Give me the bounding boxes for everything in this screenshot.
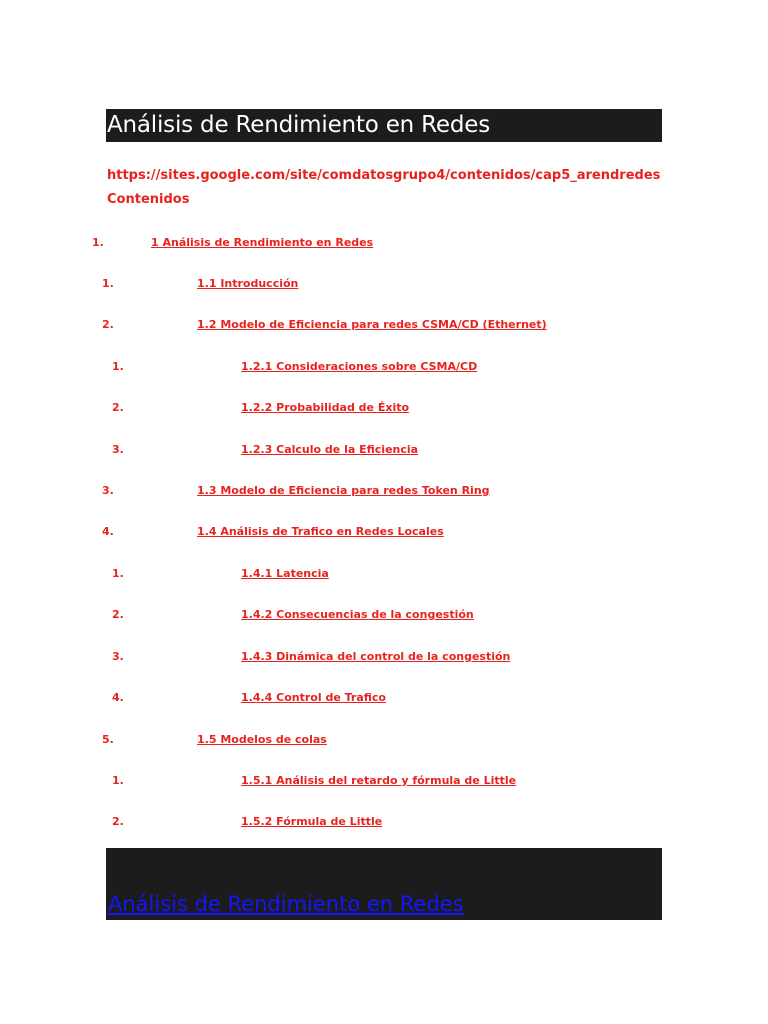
toc-link[interactable]: 1.4.4 Control de Trafico bbox=[241, 691, 386, 704]
toc-item-number: 2. bbox=[112, 608, 124, 621]
section-heading-bar bbox=[106, 848, 662, 920]
toc-item-number: 1. bbox=[112, 774, 124, 787]
toc-item bbox=[0, 484, 768, 502]
toc-item bbox=[0, 650, 768, 668]
toc-link[interactable]: 1.2 Modelo de Eficiencia para redes CSMA/CD (Ethernet) bbox=[197, 318, 547, 331]
toc-link[interactable]: 1.4.2 Consecuencias de la congestión bbox=[241, 608, 474, 621]
toc-item-number: 2. bbox=[112, 815, 124, 828]
toc-item-number: 2. bbox=[102, 318, 114, 331]
toc-item-number: 2. bbox=[112, 401, 124, 414]
toc-item-number: 3. bbox=[112, 443, 124, 456]
toc-item bbox=[0, 318, 768, 336]
toc-item-number: 5. bbox=[102, 733, 114, 746]
toc-item bbox=[0, 525, 768, 543]
toc-link[interactable]: 1.2.3 Calculo de la Eficiencia bbox=[241, 443, 419, 456]
toc-link[interactable]: 1.5 Modelos de colas bbox=[197, 733, 327, 746]
toc-item-number: 3. bbox=[102, 484, 114, 497]
toc-link[interactable]: 1.5.1 Análisis del retardo y fórmula de Little bbox=[241, 774, 517, 787]
toc-item bbox=[0, 277, 768, 295]
toc-link[interactable]: 1.2.1 Consideraciones sobre CSMA/CD bbox=[241, 360, 478, 373]
toc-item-number: 4. bbox=[102, 525, 114, 538]
toc-link[interactable]: 1.1 Introducción bbox=[197, 277, 299, 290]
source-url: https://sites.google.com/site/comdatosgrupo4/contenidos/cap5_arendredes bbox=[107, 168, 661, 183]
toc-item bbox=[0, 567, 768, 585]
toc-item bbox=[0, 733, 768, 751]
toc-item bbox=[0, 691, 768, 709]
toc-link[interactable]: 1.3 Modelo de Eficiencia para redes Token Ring bbox=[197, 484, 490, 497]
toc-item bbox=[0, 443, 768, 461]
toc-item bbox=[0, 401, 768, 419]
toc-item-number: 4. bbox=[112, 691, 124, 704]
toc-link[interactable]: 1.2.2 Probabilidad de Éxito bbox=[241, 401, 410, 414]
toc-item bbox=[0, 236, 768, 254]
toc-link[interactable]: 1.5.2 Fórmula de Little bbox=[241, 815, 383, 828]
toc-link[interactable]: 1.4 Análisis de Trafico en Redes Locales bbox=[197, 525, 444, 538]
section-heading-link[interactable]: Análisis de Rendimiento en Redes bbox=[108, 892, 464, 916]
toc-item-number: 1. bbox=[102, 277, 114, 290]
toc-item bbox=[0, 360, 768, 378]
toc-item-number: 1. bbox=[112, 567, 124, 580]
toc-item-number: 1. bbox=[112, 360, 124, 373]
toc-link[interactable]: 1.4.3 Dinámica del control de la congestión bbox=[241, 650, 511, 663]
toc-item-number: 3. bbox=[112, 650, 124, 663]
toc-item bbox=[0, 608, 768, 626]
toc-link[interactable]: 1 Análisis de Rendimiento en Redes bbox=[151, 236, 374, 249]
toc-item bbox=[0, 774, 768, 792]
title-bar bbox=[106, 109, 662, 142]
toc-link[interactable]: 1.4.1 Latencia bbox=[241, 567, 329, 580]
contents-label: Contenidos bbox=[107, 192, 190, 207]
page-title: Análisis de Rendimiento en Redes bbox=[107, 112, 490, 138]
toc-item-number: 1. bbox=[92, 236, 104, 249]
toc-item bbox=[0, 815, 768, 833]
